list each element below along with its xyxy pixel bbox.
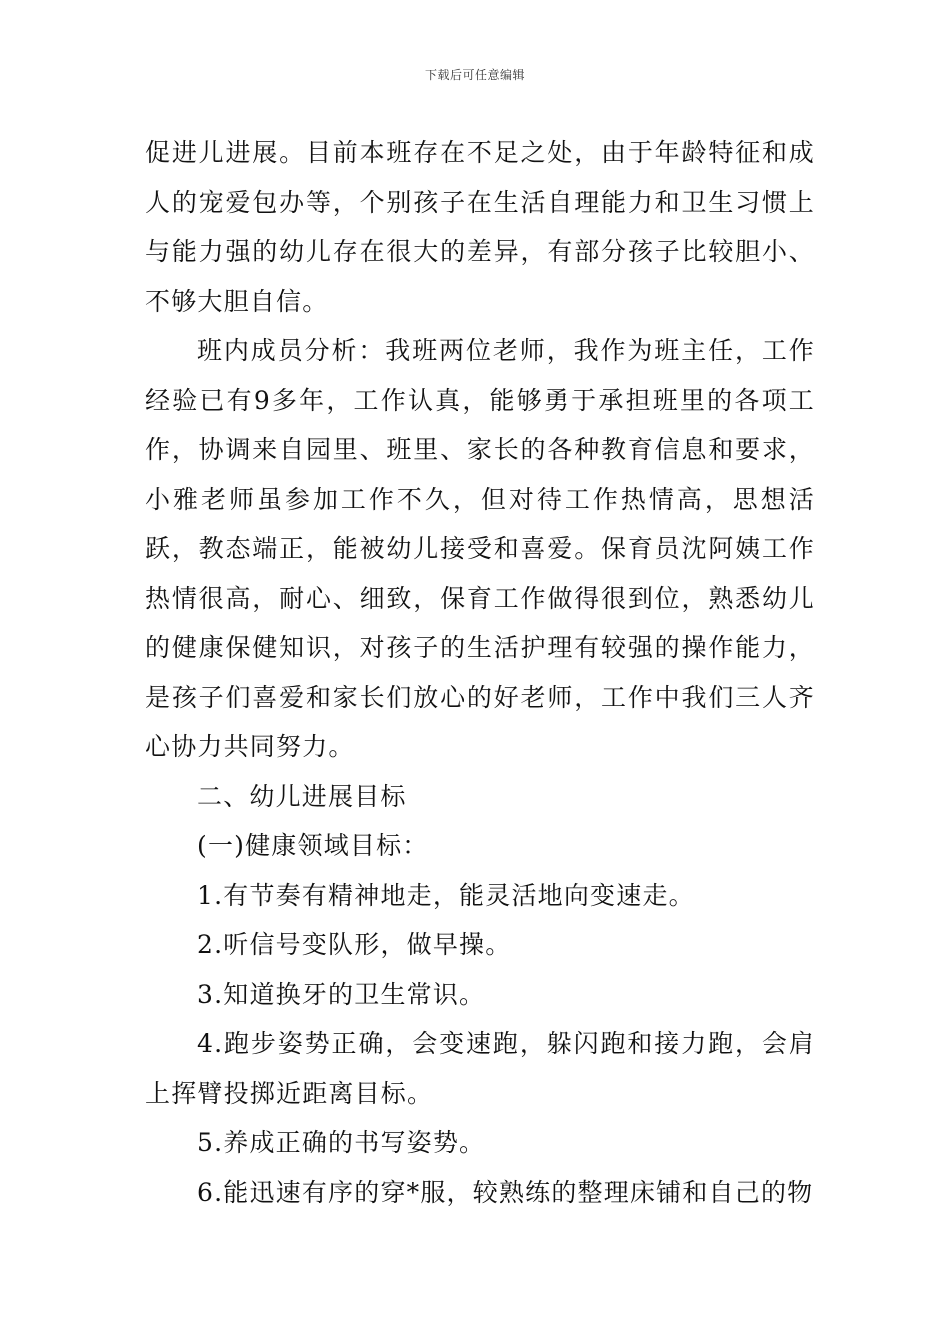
list-item-4: 4.跑步姿势正确，会变速跑，躲闪跑和接力跑，会肩上挥臂投掷近距离目标。 xyxy=(145,1029,815,1108)
list-item-2: 2.听信号变队形，做早操。 xyxy=(197,930,512,959)
list-item-3: 3.知道换牙的卫生常识。 xyxy=(197,979,486,1009)
paragraph-staff-analysis: 班内成员分析：我班两位老师，我作为班主任，工作经验已有9多年，工作认真，能够勇于承担班里的各项工作，协调来自园里、班里、家长的各种教育信息和要求，小雅老师虽参加工作不久，但对待工作热情高，思想活跃，教态端正，能被幼儿接受和喜爱。保育员沈阿姨工作热情很高，耐心、细致，保育工作做得很到位，熟悉幼儿的健康保健知识，对孩子的生活护理有较强的操作能力，是孩子们喜爱和家长们放心的好老师，工作中我们三人齐心协力共同努力。 xyxy=(145,336,815,761)
subsection-heading-health: (一)健康领域目标： xyxy=(197,831,429,860)
list-item-6: 6.能迅速有序的穿*服，较熟练的整理床铺和自己的物 xyxy=(197,1177,814,1207)
document-body xyxy=(145,128,815,1217)
list-item-5: 5.养成正确的书写姿势。 xyxy=(197,1128,486,1157)
paragraph-class-situation: 促进儿进展。目前本班存在不足之处，由于年龄特征和成人的宠爱包办等，个别孩子在生活自理能力和卫生习惯上与能力强的幼儿存在很大的差异，有部分孩子比较胆小、不够大胆自信。 xyxy=(145,138,815,316)
section-heading-goals: 二、幼儿进展目标 xyxy=(197,781,407,811)
header-note: 下载后可任意编辑 xyxy=(424,68,525,82)
list-item-1: 1.有节奏有精神地走，能灵活地向变速走。 xyxy=(197,880,695,910)
